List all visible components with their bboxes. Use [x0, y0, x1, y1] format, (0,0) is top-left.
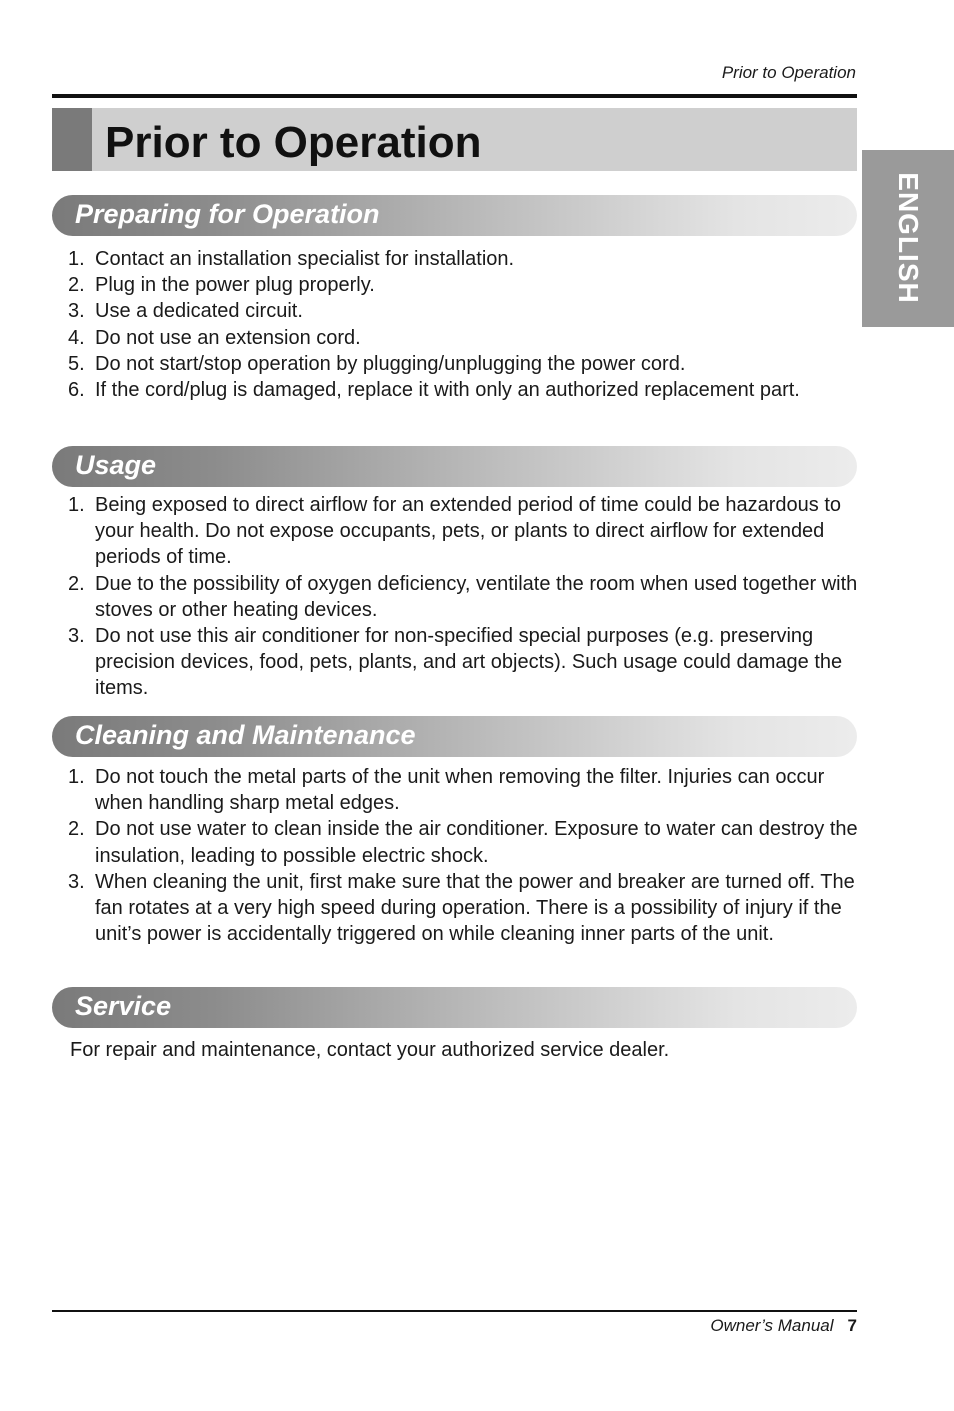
list-item: 2. Due to the possibility of oxygen deficiency, ventilate the room when used together with stoves or other heating devices. — [68, 572, 858, 621]
page-footer — [710, 1316, 857, 1336]
list-item: 3. Do not use this air conditioner for non-specified special purposes (e.g. preserving precision devices, food, pets, plants, and art objects). Such usage could damage the items. — [68, 625, 843, 700]
section-bar-cleaning — [52, 716, 857, 757]
list-item: 1. Do not touch the metal parts of the unit when removing the filter. Injuries can occur when handling sharp metal edges. — [68, 766, 825, 815]
section-heading-cleaning: Cleaning and Maintenance — [75, 720, 416, 750]
page-title: Prior to Operation — [105, 118, 482, 167]
list-item: 4. Do not use an extension cord. — [68, 326, 361, 349]
cleaning-list — [68, 764, 858, 947]
running-header: Prior to Operation — [721, 63, 856, 82]
title-accent-bar — [52, 108, 92, 171]
footer-manual-label: Owner’s Manual — [710, 1316, 834, 1335]
top-rule — [52, 94, 857, 98]
section-heading-usage: Usage — [75, 450, 157, 480]
list-item: 3. When cleaning the unit, first make sure that the power and breaker are turned off. The fan rotates at a very high speed during operation. There is a possibility of injury if the unit’s power is accidentally triggered on while cleaning inner parts of the unit. — [68, 870, 855, 946]
section-bar-service — [52, 987, 857, 1028]
list-item: 5. Do not start/stop operation by plugging/unplugging the power cord. — [68, 352, 686, 375]
section-bar-usage — [52, 446, 857, 487]
list-item: 1. Contact an installation specialist for installation. — [68, 248, 515, 270]
list-item: 1. Being exposed to direct airflow for an extended period of time could be hazardous to your health. Do not expose occupants, pets, or plants to direct airflow for extended periods of time. — [68, 494, 842, 569]
list-item: 2. Plug in the power plug properly. — [68, 274, 375, 297]
service-text: For repair and maintenance, contact your authorized service dealer. — [70, 1039, 670, 1061]
language-tab-label: ENGLISH — [893, 172, 924, 304]
list-item: 6. If the cord/plug is damaged, replace it with only an authorized replacement part. — [68, 379, 800, 402]
section-heading-service: Service — [75, 991, 172, 1021]
preparing-list — [68, 246, 858, 403]
page-number: 7 — [847, 1316, 857, 1335]
title-block — [52, 108, 857, 171]
bottom-rule — [52, 1310, 857, 1312]
list-item: 3. Use a dedicated circuit. — [68, 300, 303, 323]
usage-list — [68, 492, 858, 702]
section-heading-preparing: Preparing for Operation — [75, 199, 380, 229]
section-bar-preparing — [52, 195, 857, 236]
list-item: 2. Do not use water to clean inside the air conditioner. Exposure to water can destroy the insulation, leading to possible electric shock. — [68, 818, 858, 867]
language-tab — [862, 150, 954, 327]
